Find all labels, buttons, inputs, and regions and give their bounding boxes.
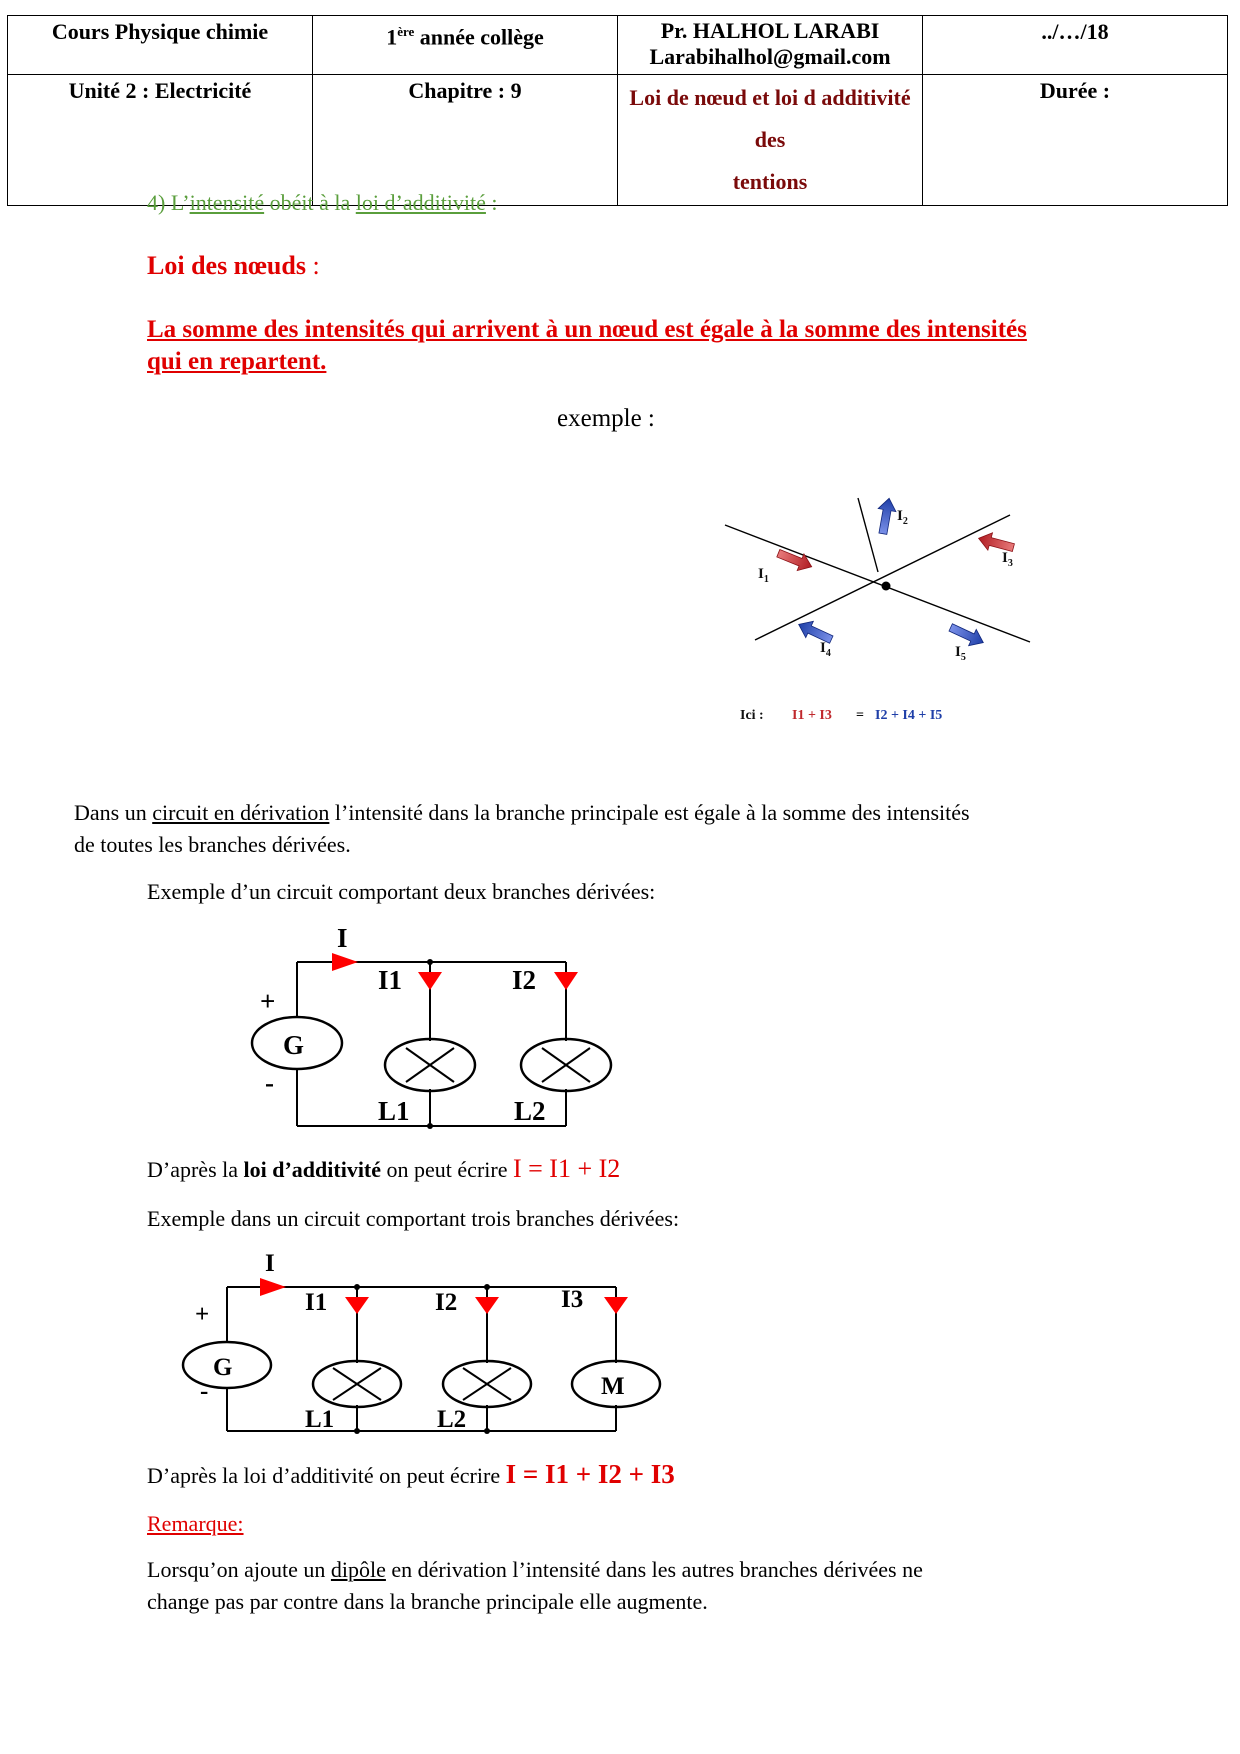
ex1-formula-bold: loi d’additivité <box>243 1157 382 1182</box>
remarque-before: Lorsqu’on ajoute un <box>147 1557 331 1582</box>
level-number: 1 <box>386 24 398 50</box>
label-G-2: G <box>213 1354 233 1381</box>
ex1-formula-mid: on peut écrire <box>381 1157 513 1182</box>
lamp-l2-cross-icon <box>542 1048 590 1082</box>
header-table <box>7 15 1228 206</box>
teacher-name: Pr. HALHOL LARABI <box>660 18 880 43</box>
node-law-statement: La somme des intensités qui arrivent à un nœud est égale à la somme des intensités qui en repartent. <box>147 316 1027 375</box>
section-4-heading <box>147 190 498 216</box>
equation-equals: = <box>856 708 864 723</box>
remarque-title: Remarque: <box>147 1511 244 1536</box>
label-minus-2: - <box>200 1378 209 1405</box>
arrow-i1-icon <box>775 545 815 575</box>
label-G: G <box>283 1030 305 1060</box>
ex2-formula-line <box>147 1458 675 1492</box>
label-L2-2: L2 <box>437 1406 467 1433</box>
section-4-loi: loi d’additivité <box>355 190 486 215</box>
loi-des-noeuds-text: Loi des nœuds <box>147 251 306 280</box>
ex2-intro: Exemple dans un circuit comportant trois branches dérivées: <box>147 1206 680 1231</box>
duration-cell <box>923 75 1228 206</box>
node-point <box>882 582 891 591</box>
label-plus: + <box>260 986 276 1016</box>
wire-3 <box>858 498 878 572</box>
label-i5: $I_5$ <box>955 644 966 663</box>
chapter-cell <box>313 75 618 206</box>
section-4-intensite: intensité <box>189 190 265 215</box>
circuit-two-branches <box>240 920 620 1135</box>
ex1-formula: I = I1 + I2 <box>512 1154 621 1183</box>
remarque-line2: change pas par contre dans la branche principale elle augmente. <box>147 1589 708 1614</box>
arrow-I1-2-icon <box>345 1297 369 1314</box>
derivation-line2: de toutes les branches dérivées. <box>74 832 351 857</box>
label-I1: I1 <box>378 965 403 995</box>
label-I-2: I <box>265 1250 275 1277</box>
derivation-after: l’intensité dans la branche principale est égale à la somme des intensités <box>329 800 970 825</box>
arrow-i2-icon <box>874 497 898 536</box>
date-value: ../…/18 <box>1041 19 1109 44</box>
remarque-after: en dérivation l’intensité dans les autres branches dérivées ne <box>385 1557 923 1582</box>
ex1-intro: Exemple d’un circuit comportant deux branches dérivées: <box>147 879 656 904</box>
arrow-I-icon <box>332 953 358 971</box>
date-cell <box>923 16 1228 75</box>
label-minus: - <box>265 1068 274 1098</box>
unit-name: Unité 2 : Electricité <box>68 78 252 103</box>
level-superscript: ère <box>397 24 415 39</box>
ex2-formula-pre: D’après la loi d’additivité on peut écrire <box>147 1463 506 1488</box>
teacher-cell <box>618 16 923 75</box>
node-diagram <box>700 480 1060 740</box>
derivation-link: circuit en dérivation <box>152 800 330 825</box>
equation-lhs: I1 + I3 <box>792 708 832 723</box>
loi-des-noeuds-colon: : <box>305 251 320 280</box>
lesson-title-line1: Loi de nœud et loi d additivité des <box>629 85 911 152</box>
arrow-I2-2-icon <box>475 1297 499 1314</box>
lamp-l1-2-cross-icon <box>333 1368 381 1400</box>
label-L1-2: L1 <box>305 1406 335 1433</box>
label-i2: $I_2$ <box>897 508 908 527</box>
loi-des-noeuds-title <box>147 251 320 281</box>
label-M: M <box>601 1373 625 1400</box>
label-i1: $I_1$ <box>758 566 769 585</box>
label-I2-2: I2 <box>435 1289 458 1316</box>
derivation-before: Dans un <box>74 800 153 825</box>
lamp-l2-2-cross-icon <box>463 1368 511 1400</box>
course-name: Cours Physique chimie <box>51 19 269 44</box>
course-cell <box>8 16 313 75</box>
duration-label: Durée : <box>1039 78 1111 103</box>
arrow-I3-2-icon <box>604 1297 628 1314</box>
level-cell <box>313 16 618 75</box>
ici-label: Ici : <box>740 708 764 723</box>
ex2-formula: I = I1 + I2 + I3 <box>505 1459 675 1489</box>
arrow-I-2-icon <box>260 1278 286 1296</box>
label-I3-2: I3 <box>561 1286 584 1313</box>
arrow-I1-icon <box>418 972 442 990</box>
label-I1-2: I1 <box>305 1289 328 1316</box>
lesson-title-line2: tentions <box>732 169 808 194</box>
derivation-paragraph <box>74 797 970 861</box>
arrow-i4-icon <box>795 616 835 648</box>
remarque-link: dipôle <box>330 1557 386 1582</box>
exemple-label: exemple : <box>557 405 655 432</box>
ex1-formula-pre: D’après la <box>147 1157 244 1182</box>
lamp-l1-cross-icon <box>406 1048 454 1082</box>
level-text: année collège <box>414 24 544 50</box>
ex1-formula-line <box>147 1153 620 1186</box>
arrow-i3-icon <box>976 530 1015 557</box>
unit-cell <box>8 75 313 206</box>
remarque-line1 <box>147 1554 923 1586</box>
label-L1: L1 <box>378 1096 410 1126</box>
chapter-number: Chapitre : 9 <box>408 78 522 103</box>
section-4-suffix: : <box>485 190 498 215</box>
remarque-paragraph <box>147 1554 923 1618</box>
label-I2: I2 <box>512 965 537 995</box>
derivation-line1 <box>74 797 970 829</box>
circuit-three-branches <box>175 1250 675 1440</box>
label-i3: $I_3$ <box>1002 550 1013 569</box>
label-L2: L2 <box>514 1096 546 1126</box>
equation-rhs: I2 + I4 + I5 <box>875 708 943 723</box>
title-cell <box>618 75 923 206</box>
section-4-middle: obéit à la <box>264 190 356 215</box>
label-i4: $I_4$ <box>820 640 831 659</box>
arrow-I2-icon <box>554 972 578 990</box>
label-plus-2: + <box>195 1301 210 1328</box>
teacher-email: Larabihalhol@gmail.com <box>649 44 891 69</box>
section-4-prefix: 4) L’ <box>147 190 190 215</box>
label-I: I <box>337 923 348 953</box>
